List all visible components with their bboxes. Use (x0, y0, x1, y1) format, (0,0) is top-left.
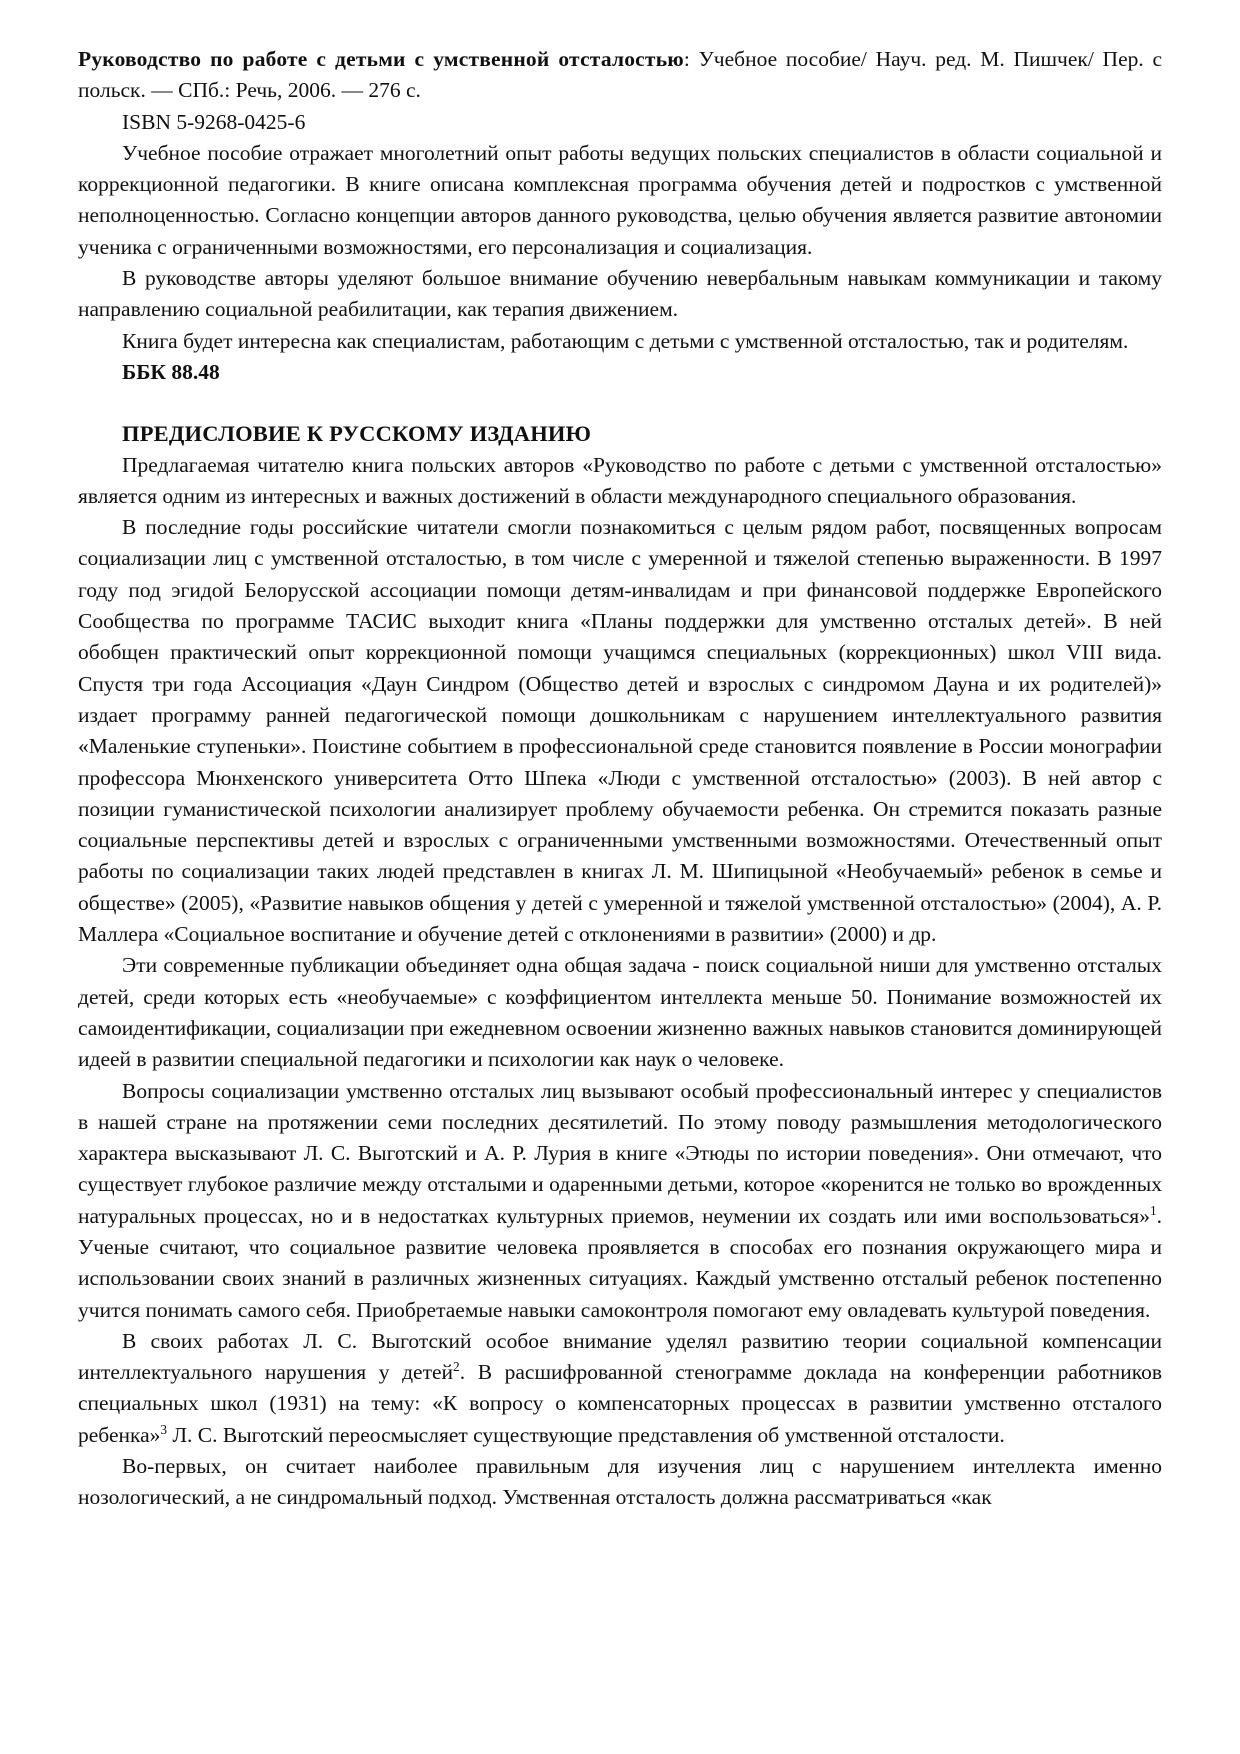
annotation-paragraph-3: Книга будет интересна как специалистам, работающим с детьми с умственной отсталостью, так и родителям. (122, 328, 1129, 353)
footnote-marker-1: 1 (1149, 1202, 1157, 1218)
preface-paragraph-2: В последние годы российские читатели смогли познакомиться с целым рядом работ, посвященных вопросам социализации лиц с умственной отсталостью, в том числе с умеренной и тяжелой степенью выраженности. В 1997 году под эгидой Белорусской ассоциации помощи детям-инвалидам и при финансовой поддержке Европейского Сообщества по программе ТАСИС выходит книга «Планы поддержки для умственно отсталых детей». В ней обобщен практический опыт коррекционной помощи учащимся специальных (коррекционных) школ VIII вида. Спустя три года Ассоциация «Даун Синдром (Общество детей и взрослых с синдромом Дауна и их родителей)» издает программу ранней педагогической помощи дошкольникам с нарушением интеллектуального развития «Маленькие ступеньки». Поистине событием в профессиональной среде становится появление в России монографии профессора Мюнхенского университета Отто Шпека «Люди с умственной отсталостью» (2003). В ней автор с позиции гуманистической психологии анализирует проблему обучаемости ребенка. Он стремится показать разные социальные перспективы детей и взрослых с ограниченными умственными возможностями. Отечественный опыт работы по социализации таких людей представлен в книгах Л. М. Шипицыной «Необучаемый» ребенок в семье и обществе» (2005), «Развитие навыков общения у детей с умеренной и тяжелой умственной отсталостью» (2004), А. Р. Маллера «Социальное воспитание и обучение детей с отклонениями в развитии» (2000) и др. (78, 515, 1162, 947)
preface-heading: ПРЕДИСЛОВИЕ К РУССКОМУ ИЗДАНИЮ (122, 421, 592, 447)
bibliography-line (78, 44, 1162, 107)
isbn-line: ISBN 5-9268-0425-6 (122, 109, 306, 134)
paragraph-text-part-2: . В расшифрованной стенограмме доклада на конференции работников специальных школ (1931) на тему: «К вопросу о компенсаторных процессах в развитии умственно отсталого ребенка» (78, 1360, 1162, 1447)
paragraph-text-part-3: Л. С. Выготский переосмысляет существующие представления об умственной отсталости. (167, 1422, 1005, 1447)
preface-paragraph-1: Предлагаемая читателю книга польских авторов «Руководство по работе с детьми с умственной отсталостью» является одним из интересных и важных достижений в области международного специального образования. (78, 452, 1162, 508)
paragraph-text-part-2: . Ученые считают, что социальное развитие человека проявляется в способах его познания окружающего мира и использовании своих знаний в различных жизненных ситуациях. Каждый умственно отсталый ребенок постепенно учится понимать самого себя. Приобретаемые навыки самоконтроля помогают ему овладевать культурой поведения. (78, 1203, 1162, 1322)
annotation-paragraph-1: Учебное пособие отражает многолетний опыт работы ведущих польских специалистов в области социальной и коррекционной педагогики. В книге описана комплексная программа обучения детей и подростков с умственной неполноценностью. Согласно концепции авторов данного руководства, целью обучения является развитие автономии ученика с ограниченными возможностями, его персонализация и социализация. (78, 140, 1162, 259)
paragraph-text-part-1: Вопросы социализации умственно отсталых лиц вызывают особый профессиональный интерес у специалистов в нашей стране на протяжении семи последних десятилетий. По этому поводу размышления методологического характера высказывают Л. С. Выготский и А. Р. Лурия в книге «Этюды по истории поведения». Они отмечают, что существует глубокое различие между отсталыми и одаренными детьми, которое «коренится не только во врожденных натуральных процессах, но и в недостатках культурных приемов, неумении их создать или ими воспользоваться» (78, 1078, 1162, 1228)
footnote-marker-3: 3 (160, 1421, 168, 1437)
annotation-paragraph-2: В руководстве авторы уделяют большое внимание обучению невербальным навыкам коммуникации и такому направлению социальной реабилитации, как терапия движением. (78, 266, 1162, 322)
preface-paragraph-3: Эти современные публикации объединяет одна общая задача - поиск социальной ниши для умственно отсталых детей, среди которых есть «необучаемые» с коэффициентом интеллекта меньше 50. Понимание возможностей их самоидентификации, социализации при ежедневном освоении жизненно важных навыков становится доминирующей идеей в развитии специальной педагогики и психологии как наук о человеке. (78, 953, 1162, 1072)
preface-paragraph-vygotsky (78, 1076, 1162, 1326)
bbk-code: ББК 88.48 (122, 359, 220, 384)
footnote-marker-2: 2 (453, 1359, 460, 1375)
preface-paragraph-works (78, 1326, 1162, 1451)
book-imprint: : Учебное пособие/ Науч. ред. М. Пишчек/ Пер. с польск. — СПб.: Речь, 2006. — 276 с. (78, 47, 1162, 103)
book-title: Руководство по работе с детьми с умственной отсталостью (78, 47, 684, 71)
paragraph-text-part-1: В своих работах Л. С. Выготский особое внимание уделял развитию теории социальной компенсации интеллектуального нарушения у детей (78, 1328, 1162, 1385)
section-spacer (78, 388, 1162, 418)
preface-paragraph-last: Во-первых, он считает наиболее правильным для изучения лиц с нарушением интеллекта именно нозологический, а не синдромальный подход. Умственная отсталость должна рассматриваться «как (78, 1454, 1162, 1510)
